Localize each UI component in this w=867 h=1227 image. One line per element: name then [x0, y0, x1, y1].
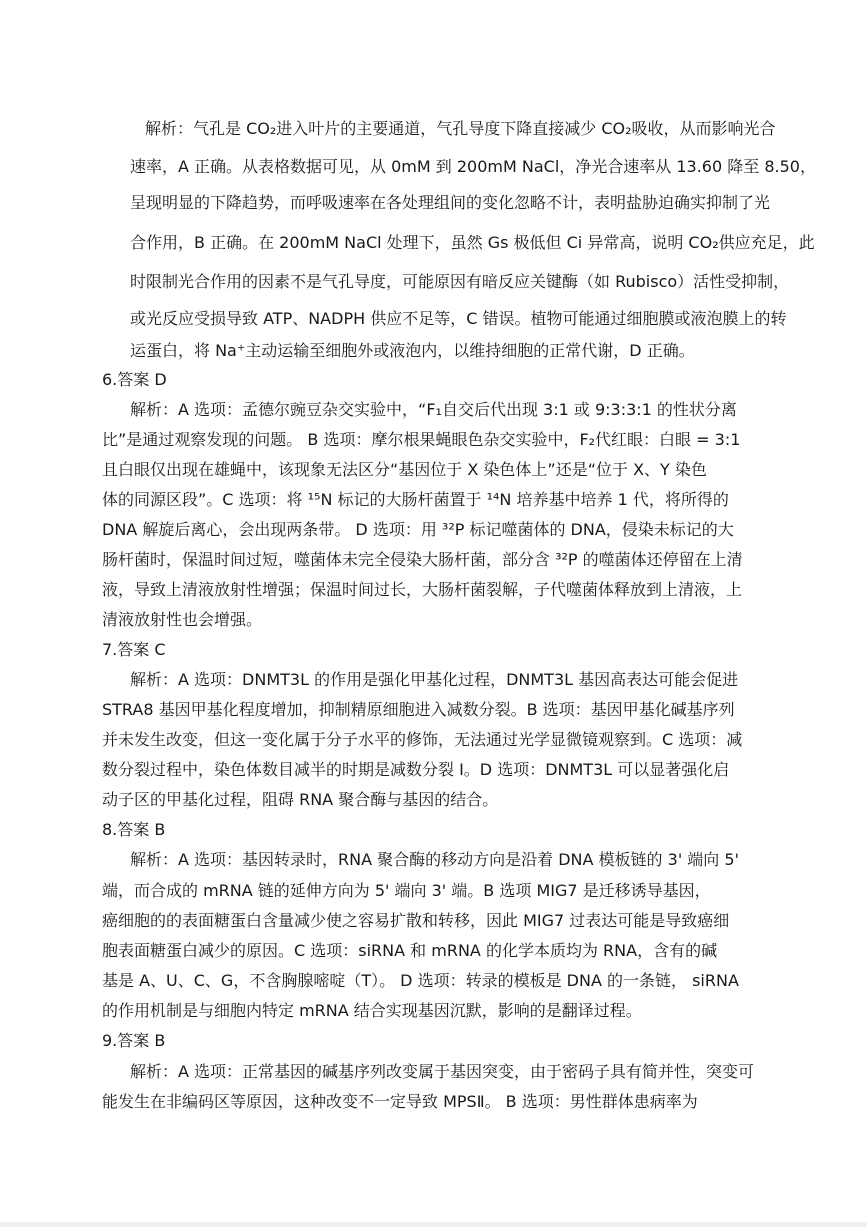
answer-6-heading: 6.答案 D — [102, 370, 167, 389]
text-line: 的作用机制是与细胞内特定 mRNA 结合实现基因沉默，影响的是翻译过程。 — [102, 1001, 642, 1020]
text-line: 数分裂过程中，染色体数目减半的时期是减数分裂 Ⅰ。D 选项：DNMT3L 可以显著强化启 — [102, 760, 730, 779]
text-line: 体的同源区段”。C 选项：将 ¹⁵N 标记的大肠杆菌置于 ¹⁴N 培养基中培养 1 代，将所得的 — [102, 490, 729, 509]
text-line: 解析：A 选项：孟德尔豌豆杂交实验中，“F₁自交后代出现 3:1 或 9:3:3:1 的性状分离 — [130, 400, 737, 419]
text-line: 并未发生改变，但这一变化属于分子水平的修饰，无法通过光学显微镜观察到。C 选项：减 — [102, 730, 743, 749]
text-line: 且白眼仅出现在雄蝇中，该现象无法区分“基因位于 X 染色体上”还是“位于 X、Y 染色 — [102, 460, 707, 479]
text-line: 合作用，B 正确。在 200mM NaCl 处理下，虽然 Gs 极低但 Ci 异常高，说明 CO₂供应充足，此 — [130, 233, 815, 252]
text-line: 端，而合成的 mRNA 链的延伸方向为 5' 端向 3' 端。B 选项 MIG7 是迁移诱导基因， — [102, 881, 711, 900]
page-bottom-edge — [0, 1222, 867, 1227]
text-line: DNA 解旋后离心，会出现两条带。 D 选项：用 ³²P 标记噬菌体的 DNA，侵染未标记的大 — [102, 520, 734, 539]
text-line: 动子区的甲基化过程，阻碍 RNA 聚合酶与基因的结合。 — [102, 790, 499, 809]
text-line: 解析：气孔是 CO₂进入叶片的主要通道，气孔导度下降直接减少 CO₂吸收，从而影响光合 — [145, 119, 776, 138]
text-line: 清液放射性也会增强。 — [102, 610, 263, 629]
text-line: 能发生在非编码区等原因，这种改变不一定导致 MPSⅡ。 B 选项：男性群体患病率为 — [102, 1092, 698, 1111]
text-line: 比”是通过观察发现的问题。 B 选项：摩尔根果蝇眼色杂交实验中，F₂代红眼：白眼 = 3:1 — [102, 430, 741, 449]
text-line: 液，导致上清液放射性增强；保温时间过长，大肠杆菌裂解，子代噬菌体释放到上清液，上 — [102, 580, 743, 599]
text-line: 呈现明显的下降趋势，而呼吸速率在各处理组间的变化忽略不计，表明盐胁迫确实抑制了光 — [130, 193, 771, 212]
text-line: 解析：A 选项：正常基因的碱基序列改变属于基因突变，由于密码子具有简并性，突变可 — [130, 1062, 755, 1081]
text-line: 胞表面糖蛋白减少的原因。C 选项：siRNA 和 mRNA 的化学本质均为 RNA，含有的碱 — [102, 941, 718, 960]
text-line: 时限制光合作用的因素不是气孔导度，可能原因有暗反应关键酶（如 Rubisco）活性受抑制， — [130, 272, 790, 291]
text-line: 运蛋白，将 Na⁺主动运输至细胞外或液泡内，以维持细胞的正常代谢，D 正确。 — [130, 341, 695, 360]
text-line: 癌细胞的的表面糖蛋白含量减少使之容易扩散和转移，因此 MIG7 过表达可能是导致癌细 — [102, 911, 730, 930]
text-line: 或光反应受损导致 ATP、NADPH 供应不足等，C 错误。植物可能通过细胞膜或液泡膜上的转 — [130, 309, 787, 328]
text-line: 解析：A 选项：基因转录时，RNA 聚合酶的移动方向是沿着 DNA 模板链的 3' 端向 5' — [130, 850, 739, 869]
answer-9-heading: 9.答案 B — [102, 1031, 166, 1050]
text-line: STRA8 基因甲基化程度增加，抑制精原细胞进入减数分裂。B 选项：基因甲基化碱基序列 — [102, 700, 735, 719]
text-line: 速率，A 正确。从表格数据可见，从 0mM 到 200mM NaCl，净光合速率从 13.60 降至 8.50， — [130, 157, 816, 176]
text-line: 肠杆菌时，保温时间过短，噬菌体未完全侵染大肠杆菌，部分含 ³²P 的噬菌体还停留在上清 — [102, 550, 743, 569]
answer-7-heading: 7.答案 C — [102, 640, 166, 659]
text-line: 解析：A 选项：DNMT3L 的作用是强化甲基化过程，DNMT3L 基因高表达可能会促进 — [130, 670, 739, 689]
text-line: 基是 A、U、C、G，不含胸腺嘧啶（T）。 D 选项：转录的模板是 DNA 的一条链， siRNA — [102, 971, 739, 990]
answer-8-heading: 8.答案 B — [102, 820, 166, 839]
